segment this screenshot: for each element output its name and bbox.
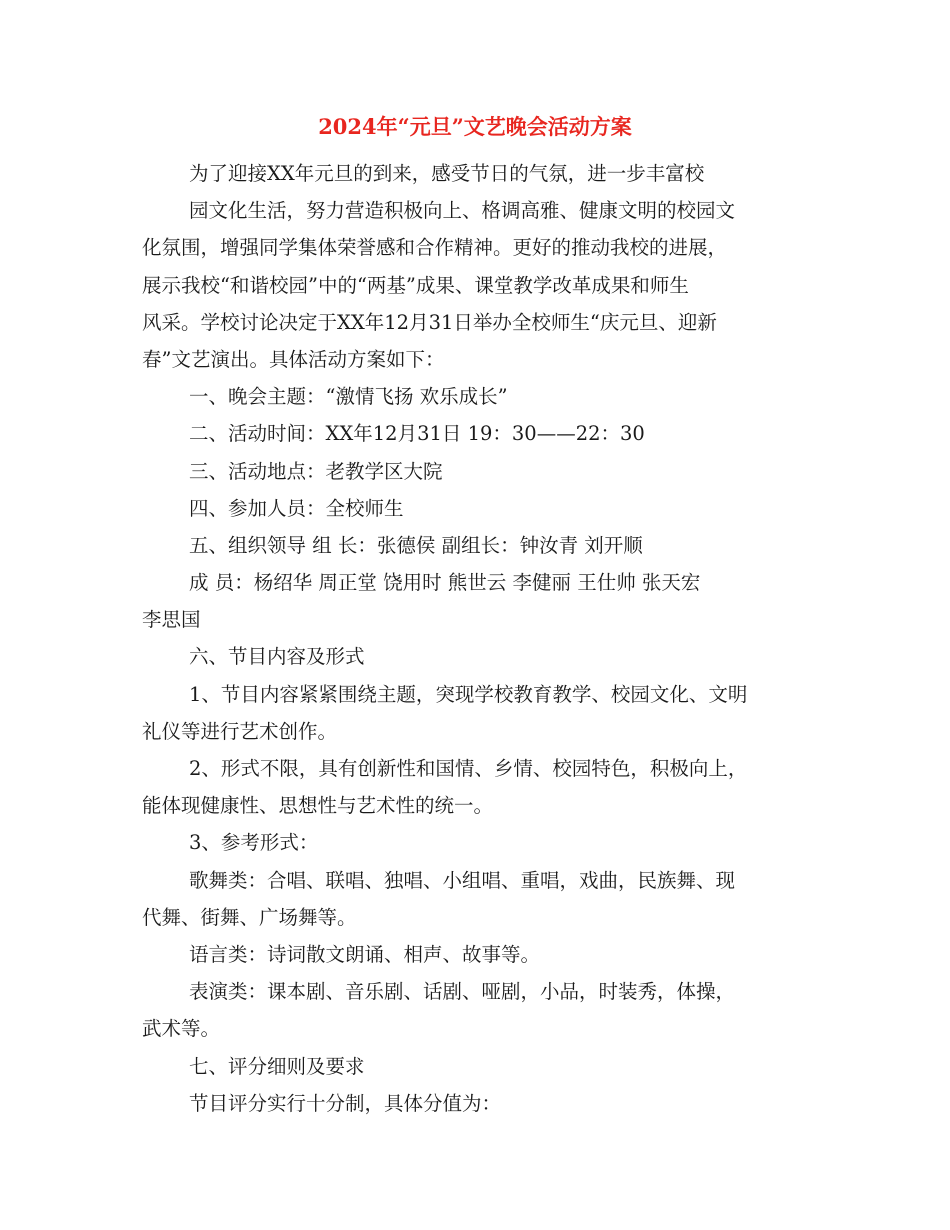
paragraph-line: 风采。学校讨论决定于XX年12月31日举办全校师生“庆元旦、迎新 [142,310,717,334]
section-heading: 五、组织领导 组 长：张德侯 副组长：钟汝青 刘开顺 [189,533,643,557]
paragraph-line: 表演类：课本剧、音乐剧、话剧、哑剧，小品，时装秀，体操， [189,980,736,1004]
section-heading: 三、活动地点：老教学区大院 [189,459,443,483]
paragraph-line: 成 员：杨绍华 周正堂 饶用时 熊世云 李健丽 王仕帅 张天宏 [189,571,701,595]
section-heading: 四、参加人员：全校师生 [189,496,404,520]
document-body [142,155,802,1122]
list-item: 2、形式不限，具有创新性和国情、乡情、校园特色，积极向上， [189,757,748,780]
paragraph-line: 为了迎接XX年元旦的到来，感受节日的气氛，进一步丰富校 [189,162,705,185]
section-heading: 七、评分细则及要求 [189,1054,365,1078]
paragraph-line: 语言类：诗词散文朗诵、相声、故事等。 [189,942,541,966]
section-heading: 六、节目内容及形式 [189,645,365,669]
list-item: 3、参考形式： [189,831,319,855]
paragraph-line: 歌舞类：合唱、联唱、独唱、小组唱、重唱，戏曲，民族舞、现 [189,868,736,892]
list-item: 1、节目内容紧紧围绕主题，突现学校教育教学、校园文化、文明 [189,682,748,706]
paragraph-line: 李思国 [142,608,201,632]
paragraph-line: 节目评分实行十分制，具体分值为： [189,1091,502,1115]
paragraph-line: 武术等。 [142,1017,221,1041]
section-heading: 一、晚会主题：“激情飞扬 欢乐成长” [189,385,508,409]
paragraph-line: 展示我校“和谐校园”中的“两基”成果、课堂教学改革成果和师生 [142,273,689,297]
section-heading: 二、活动时间：XX年12月31日 19：30——22：30 [189,422,645,446]
paragraph-line: 礼仪等进行艺术创作。 [142,719,338,743]
paragraph-line: 代舞、街舞、广场舞等。 [142,905,357,929]
paragraph-line: 春”文艺演出。具体活动方案如下： [142,347,445,371]
document-title: 2024年“元旦”文艺晚会活动方案 [318,114,632,139]
paragraph-line: 化氛围，增强同学集体荣誉感和合作精神。更好的推动我校的进展， [142,236,728,260]
paragraph-line: 能体现健康性、思想性与艺术性的统一。 [142,794,494,818]
paragraph-line: 园文化生活，努力营造积极向上、格调高雅、健康文明的校园文 [189,199,736,223]
